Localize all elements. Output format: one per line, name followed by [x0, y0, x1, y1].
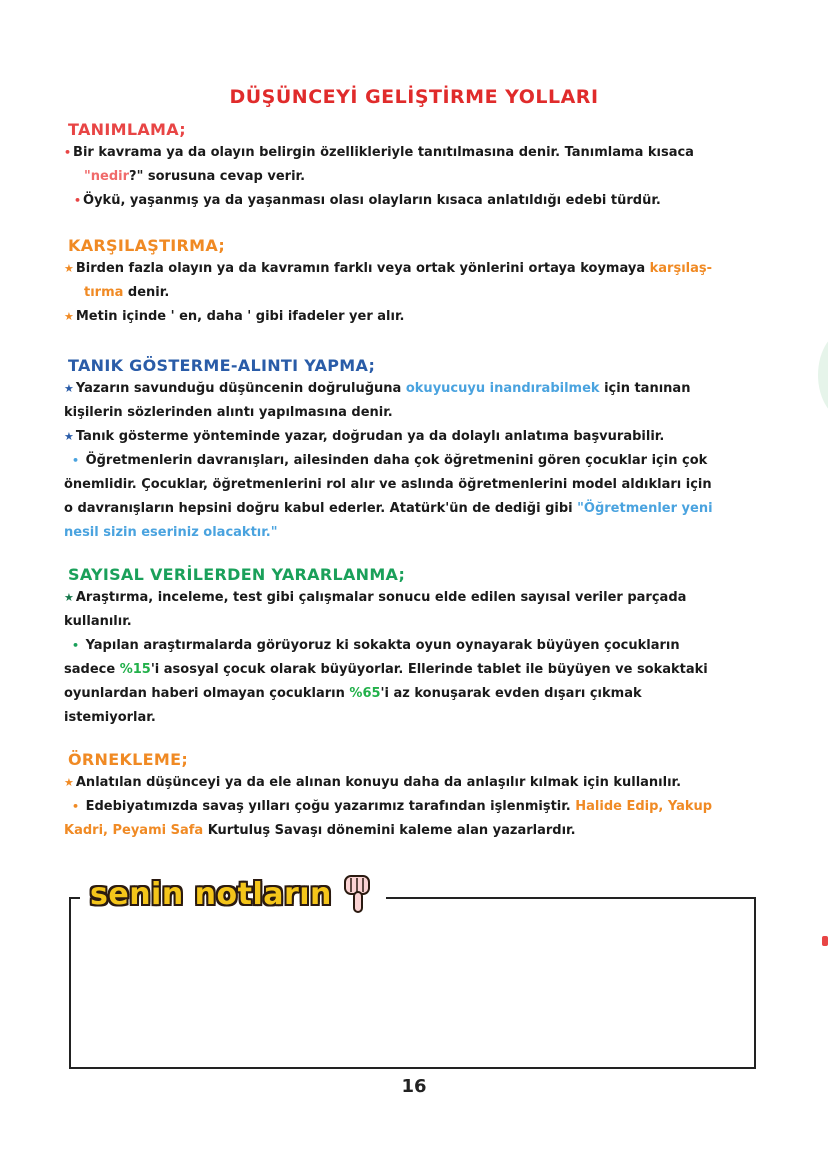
sayisal-bullet-1: ★ Araştırma, inceleme, test gibi çalışmalar sonucu elde edilen sayısal veriler parçada — [64, 590, 687, 605]
bullet-star-icon: ★ — [64, 776, 74, 789]
heading-sayisal: SAYISAL VERİLERDEN YARARLANMA; — [68, 565, 406, 584]
tanik-bullet-1-cont: kişilerin sözlerinden alıntı yapılmasına denir. — [64, 405, 393, 420]
bullet-dot-icon: • — [74, 194, 82, 207]
notes-title: senin notların — [90, 876, 332, 912]
bullet-dot-icon: • — [72, 454, 80, 467]
sayisal-bullet-2: • Yapılan araştırmalarda görüyoruz ki sokakta oyun oynayarak büyüyen çocukların — [72, 638, 680, 653]
section-tanik-gosterme — [64, 356, 764, 545]
tanik-bullet-3-cont-2: o davranışların hepsini doğru kabul ederler. Atatürk'ün de dediği gibi "Öğretmenler yeni — [64, 501, 713, 516]
pointing-hand-icon — [340, 872, 374, 916]
tanimlama-bullet-1: • Bir kavrama ya da olayın belirgin özellikleriyle tanıtılmasına denir. Tanımlama kısaca — [64, 145, 694, 160]
tanimlama-bullet-1-cont: "nedir?" sorusuna cevap verir. — [84, 169, 306, 184]
bullet-star-icon: ★ — [64, 262, 74, 275]
decorative-circle — [818, 330, 828, 420]
decorative-mark — [822, 936, 828, 946]
section-sayisal — [64, 565, 764, 730]
sayisal-bullet-2-cont-3: istemiyorlar. — [64, 710, 156, 725]
tanik-bullet-2: ★ Tanık gösterme yönteminde yazar, doğrudan ya da dolaylı anlatıma başvurabilir. — [64, 429, 665, 444]
sayisal-bullet-1-cont: kullanılır. — [64, 614, 132, 629]
heading-tanik-gosterme: TANIK GÖSTERME-ALINTI YAPMA; — [68, 356, 376, 375]
bullet-dot-icon: • — [72, 639, 80, 652]
notes-label — [80, 872, 386, 916]
bullet-star-icon: ★ — [64, 430, 74, 443]
bullet-star-icon: ★ — [64, 310, 74, 323]
karsilastirma-bullet-1-cont: tırma denir. — [84, 285, 170, 300]
tanik-bullet-3: • Öğretmenlerin davranışları, ailesinden daha çok öğretmenini gören çocuklar için çok — [72, 453, 708, 468]
ornekleme-bullet-2-cont: Kadri, Peyami Safa Kurtuluş Savaşı dönemini kaleme alan yazarlardır. — [64, 823, 576, 838]
tanik-bullet-3-cont-3: nesil sizin eseriniz olacaktır." — [64, 525, 278, 540]
bullet-star-icon: ★ — [64, 382, 74, 395]
heading-tanimlama: TANIMLAMA; — [68, 120, 186, 139]
heading-ornekleme: ÖRNEKLEME; — [68, 750, 189, 769]
karsilastirma-bullet-2: ★ Metin içinde ' en, daha ' gibi ifadeler yer alır. — [64, 309, 405, 324]
page-title: DÜŞÜNCEYİ GELİŞTİRME YOLLARI — [229, 86, 599, 108]
bullet-dot-icon: • — [72, 800, 80, 813]
notes-area[interactable] — [69, 897, 756, 1069]
tanik-bullet-3-cont-1: önemlidir. Çocuklar, öğretmenlerini rol alır ve aslında öğretmenlerini model aldıkları için — [64, 477, 712, 492]
bullet-star-icon: ★ — [64, 591, 74, 604]
section-tanimlama — [64, 120, 764, 213]
page-number: 16 — [401, 1076, 427, 1097]
tanimlama-bullet-2: • Öykü, yaşanmış ya da yaşanması olası olayların kısaca anlatıldığı edebi türdür. — [74, 193, 661, 208]
sayisal-bullet-2-cont-2: oyunlardan haberi olmayan çocukların %65'i az konuşarak evden dışarı çıkmak — [64, 686, 642, 701]
tanik-bullet-1: ★ Yazarın savunduğu düşüncenin doğruluğuna okuyucuyu inandırabilmek için tanınan — [64, 381, 691, 396]
highlight-nedir: nedir — [90, 169, 130, 184]
ornekleme-bullet-1: ★ Anlatılan düşünceyi ya da ele alınan konuyu daha da anlaşılır kılmak için kullanılır. — [64, 775, 682, 790]
section-karsilastirma — [64, 236, 764, 329]
sayisal-bullet-2-cont-1: sadece %15'i asosyal çocuk olarak büyüyorlar. Ellerinde tablet ile büyüyen ve sokaktaki — [64, 662, 708, 677]
section-ornekleme — [64, 750, 764, 843]
ornekleme-bullet-2: • Edebiyatımızda savaş yılları çoğu yazarımız tarafından işlenmiştir. Halide Edip, Yakup — [72, 799, 713, 814]
heading-karsilastirma: KARŞILAŞTIRMA; — [68, 236, 226, 255]
karsilastirma-bullet-1: ★ Birden fazla olayın ya da kavramın farklı veya ortak yönlerini ortaya koymaya karşılaş- — [64, 261, 713, 276]
bullet-dot-icon: • — [64, 146, 72, 159]
